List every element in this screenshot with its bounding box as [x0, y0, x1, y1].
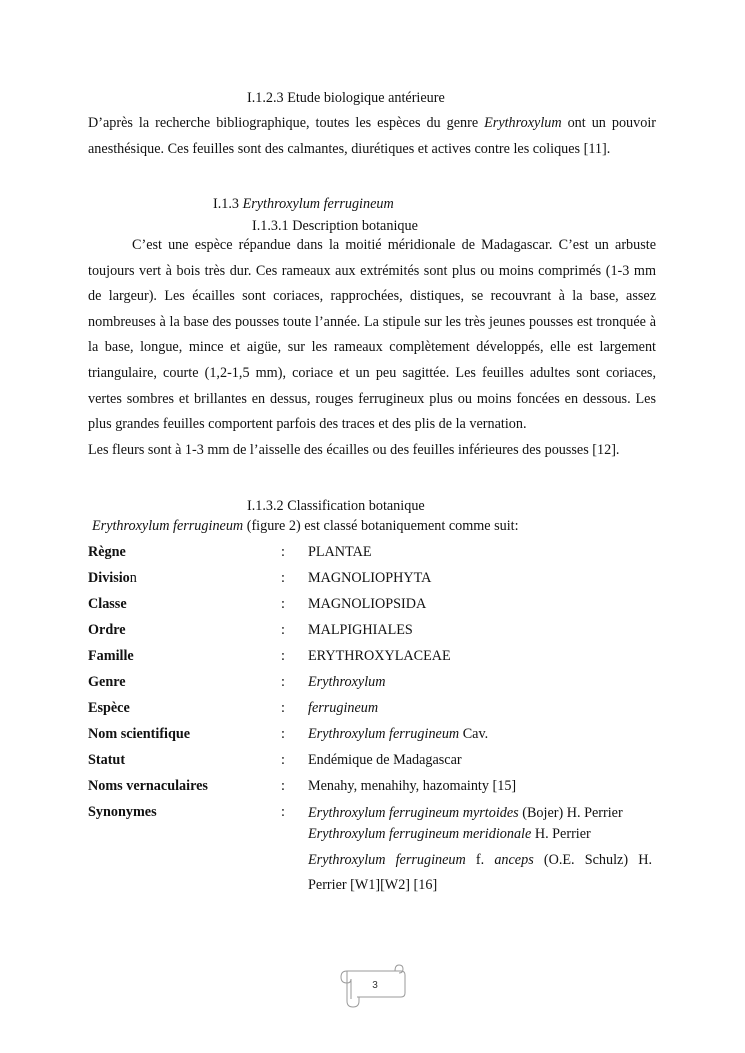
synonym-3 — [308, 848, 652, 898]
value-famille: ERYTHROXYLACEAE — [308, 648, 451, 664]
description-botanique — [88, 233, 656, 463]
heading-1-1-3 — [213, 196, 394, 213]
para1-genus: Erythroxylum — [484, 115, 562, 131]
page-number: 3 — [372, 980, 378, 991]
synonym-3-name: Erythroxylum ferrugineum — [308, 852, 466, 868]
heading-1-1-2-3: I.1.2.3 Etude biologique antérieure — [247, 90, 445, 106]
para1-before: D’après la recherche bibliographique, toutes les espèces du genre — [88, 115, 485, 131]
synonym-3-form: f. — [465, 852, 495, 868]
colon: : — [281, 570, 285, 586]
value-nom-scientifique-author: Cav. — [459, 726, 489, 742]
para1-after: ont un pouvoir anesthésique. Ces feuilles sont des calmantes, diurétiques et actives contre les coliques [11]. — [88, 115, 656, 157]
colon: : — [281, 778, 285, 794]
classification-row-statut — [88, 752, 656, 774]
classification-intro — [92, 518, 519, 535]
description-paragraph-2: Les fleurs sont à 1-3 mm de l’aisselle des écailles ou des feuilles inférieures des pousses [12]. — [88, 441, 620, 458]
label-division-normal: n — [129, 570, 137, 586]
value-espece: ferrugineum — [308, 700, 379, 716]
label-classe: Classe — [88, 596, 127, 612]
label-ordre: Ordre — [88, 622, 126, 638]
value-nom-scientifique-italic: Erythroxylum ferrugineum — [308, 726, 460, 742]
heading-1-1-3-1: I.1.3.1 Description botanique — [252, 218, 418, 234]
synonym-1-name: Erythroxylum ferrugineum myrtoides — [308, 805, 519, 821]
colon: : — [281, 596, 285, 612]
classification-row-ordre — [88, 622, 656, 644]
synonym-3-forma: anceps — [494, 852, 534, 868]
value-regne: PLANTAE — [308, 544, 372, 560]
colon: : — [281, 674, 285, 690]
classification-intro-rest: (figure 2) est classé botaniquement comme suit: — [243, 518, 519, 534]
value-classe: MAGNOLIOPSIDA — [308, 596, 427, 612]
synonymes-list — [308, 803, 652, 898]
colon: : — [281, 622, 285, 638]
classification-row-genre — [88, 674, 656, 696]
colon: : — [281, 752, 285, 768]
value-ordre: MALPIGHIALES — [308, 622, 413, 638]
value-nom-scientifique — [308, 726, 488, 743]
label-espece: Espèce — [88, 700, 130, 716]
label-noms-vernaculaires: Noms vernaculaires — [88, 778, 208, 794]
classification-row-division — [88, 570, 656, 592]
colon: : — [281, 804, 285, 820]
colon: : — [281, 700, 285, 716]
classification-row-noms-vernaculaires — [88, 778, 656, 800]
label-synonymes: Synonymes — [88, 804, 157, 820]
value-statut: Endémique de Madagascar — [308, 752, 462, 768]
label-genre: Genre — [88, 674, 126, 690]
label-regne: Règne — [88, 544, 126, 560]
description-paragraph-1: C’est une espèce répandue dans la moitié méridionale de Madagascar. C’est un arbuste toujours vert à bois très dur. Ces rameaux aux extrémités sont plus ou moins comprimés (1-3 mm de largeur). Les écailles sont coriaces, rapprochées, distiques, se recouvrant à la base, assez nombreuses à la base des pousses toute l’année. La stipule sur les très jeunes pousses est tronquée à la base, longue, mince et aigüe, sur les rameaux complètement développés, elle est largement triangulaire, courte (1,2-1,5 mm), coriace et un peu sagittée. Les feuilles adultes sont coriaces, vertes sombres et brillantes en dessus, rouges ferrugineux plus ou moins foncées en dessous. Les plus grandes feuilles comportent parfois des traces et des plis de la vernation. — [88, 237, 656, 433]
label-famille: Famille — [88, 648, 134, 664]
synonym-1 — [308, 803, 652, 824]
classification-row-regne — [88, 544, 656, 566]
label-division-bold: Divisio — [88, 570, 130, 586]
classification-row-classe — [88, 596, 656, 618]
label-division — [88, 570, 137, 587]
synonym-2-author: H. Perrier — [531, 826, 591, 842]
synonym-2 — [308, 824, 652, 845]
heading-1-1-3-title: Erythroxylum ferrugineum — [242, 196, 394, 212]
value-noms-vernaculaires: Menahy, menahihy, hazomainty [15] — [308, 778, 517, 794]
value-division: MAGNOLIOPHYTA — [308, 570, 432, 586]
synonym-3-author: (O.E. Schulz) H. Perrier [W1][W2] [16] — [308, 852, 652, 893]
colon: : — [281, 648, 285, 664]
classification-row-espece — [88, 700, 656, 722]
heading-1-1-3-number: I.1.3 — [213, 196, 240, 212]
label-nom-scientifique: Nom scientifique — [88, 726, 191, 742]
value-genre: Erythroxylum — [308, 674, 386, 690]
colon: : — [281, 544, 285, 560]
colon: : — [281, 726, 285, 742]
paragraph-anesthesic — [88, 111, 656, 162]
heading-1-1-3-2: I.1.3.2 Classification botanique — [247, 498, 425, 514]
label-statut: Statut — [88, 752, 126, 768]
classification-row-famille — [88, 648, 656, 670]
synonym-1-author: (Bojer) H. Perrier — [518, 805, 623, 821]
synonym-2-name: Erythroxylum ferrugineum meridionale — [308, 826, 532, 842]
classification-intro-species: Erythroxylum ferrugineum — [92, 518, 244, 534]
classification-row-nom-scientifique — [88, 726, 656, 748]
